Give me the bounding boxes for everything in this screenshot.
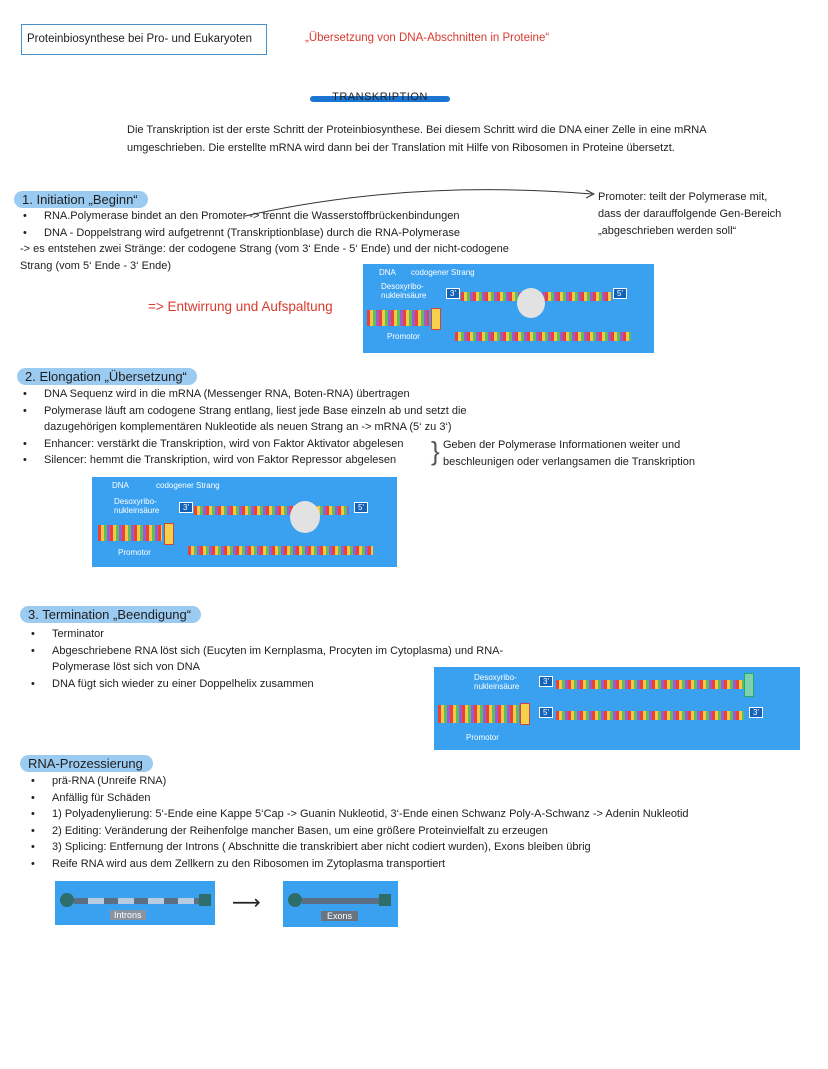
five-prime-tag: 5' xyxy=(354,502,368,513)
five-prime-tag: 5' xyxy=(613,288,627,299)
promoter-marker xyxy=(520,703,530,725)
list-item: Polymerase löst sich von DNA xyxy=(52,661,200,673)
desoxy-label: Desoxyribo- nukleinsäure xyxy=(474,673,520,691)
exons-label: Exons xyxy=(321,911,358,921)
brace-note xyxy=(443,437,695,471)
intro-line: umgeschrieben. Die erstellte mRNA wird dann bei der Translation mit Hilfe von Ribosomen in Proteine übersetzt. xyxy=(127,142,675,154)
tail-square xyxy=(379,894,391,906)
promoter-note xyxy=(598,189,781,240)
list-item: • Polymerase läuft am codogene Strang entlang, liest jede Base einzeln ab und setzt die xyxy=(23,404,467,417)
pre-rna-diagram xyxy=(55,881,215,925)
desoxy-label: Desoxyribo- nukleinsäure xyxy=(114,497,160,515)
intro-paragraph xyxy=(127,121,767,157)
cap-circle xyxy=(60,893,74,907)
list-item: • Reife RNA wird aus dem Zellkern zu den Ribosomen im Zytoplasma transportiert xyxy=(31,857,446,870)
three-prime-tag: 3' xyxy=(749,707,763,718)
list-item: • DNA fügt sich wieder zu einer Doppelhelix zusammen xyxy=(31,677,314,690)
note-line: Promoter: teilt der Polymerase mit, xyxy=(598,191,768,203)
dna-diagram-elongation xyxy=(92,477,397,567)
polymerase-blob xyxy=(517,288,545,318)
five-prime-tag: 5' xyxy=(539,707,553,718)
initiation-list xyxy=(20,208,460,241)
processing-heading: RNA-Prozessierung xyxy=(20,755,153,772)
three-prime-tag: 3' xyxy=(539,676,553,687)
terminator-marker xyxy=(744,673,754,697)
note-line: Geben der Polymerase Informationen weiter und xyxy=(443,439,681,451)
rna-strand xyxy=(74,898,199,904)
arrow-right-icon: ⟶ xyxy=(232,892,261,914)
initiation-heading: 1. Initiation „Beginn“ xyxy=(14,191,148,208)
elongation-heading: 2. Elongation „Übersetzung“ xyxy=(17,368,197,385)
list-item: • Abgeschriebene RNA löst sich (Eucyten im Kernplasma, Procyten im Cytoplasma) und RNA- xyxy=(31,644,504,657)
promotor-label: Promotor xyxy=(387,332,420,341)
intro-line: Die Transkription ist der erste Schritt der Proteinbiosynthese. Bei diesem Schritt wird die DNA einer Zelle in eine mRNA xyxy=(127,124,707,136)
tail-square xyxy=(199,894,211,906)
list-item: • DNA Sequenz wird in die mRNA (Messenger RNA, Boten-RNA) übertragen xyxy=(23,388,410,400)
list-item: • 1) Polyadenylierung: 5‘-Ende eine Kappe 5‘Cap -> Guanin Nukleotid, 3‘-Ende einen Schwanz Poly-A-Schwanz -> Adenin Nukleotid xyxy=(31,808,689,820)
note-line: dass der darauffolgende Gen-Bereich xyxy=(598,208,782,220)
processing-list xyxy=(28,773,689,872)
brace: } xyxy=(431,436,440,466)
promoter-marker xyxy=(164,523,174,545)
desoxy-label: Desoxyribo- nukleinsäure xyxy=(381,282,427,300)
list-item: • RNA.Polymerase bindet an den Promoter -> trennt die Wasserstoffbrückenbindungen xyxy=(23,210,460,222)
list-item: • Silencer: hemmt die Transkription, wird von Faktor Repressor abgelesen xyxy=(23,454,397,466)
dna-label: DNA xyxy=(112,481,129,490)
elongation-list xyxy=(20,386,467,469)
introns-label: Introns xyxy=(110,910,146,920)
text-line: -> es entstehen zwei Stränge: der codogene Strang (vom 3‘ Ende - 5‘ Ende) und der nicht-codogene xyxy=(20,243,509,255)
document-title: Proteinbiosynthese bei Pro- und Eukaryoten xyxy=(21,24,267,55)
list-item: • prä-RNA (Unreife RNA) xyxy=(31,775,167,787)
section-title: TRANSKRIPTION xyxy=(332,91,428,103)
promotor-label: Promotor xyxy=(466,733,499,742)
termination-heading: 3. Termination „Beendigung“ xyxy=(20,606,201,623)
list-item: • DNA - Doppelstrang wird aufgetrennt (Transkriptionblase) durch die RNA-Polymerase xyxy=(23,226,460,239)
dna-diagram-termination xyxy=(434,667,800,750)
promoter-marker xyxy=(431,308,441,330)
text-line: Strang (vom 5‘ Ende - 3‘ Ende) xyxy=(20,259,172,272)
list-item: • 2) Editing: Veränderung der Reihenfolge mancher Basen, um eine größere Proteinvielfalt zu erzeugen xyxy=(31,824,548,837)
document-subtitle: „Übersetzung von DNA-Abschnitten in Proteine“ xyxy=(305,32,550,44)
polymerase-blob xyxy=(290,501,320,533)
initiation-result: => Entwirrung und Aufspaltung xyxy=(148,299,333,314)
list-item: • Enhancer: verstärkt die Transkription, wird von Faktor Aktivator abgelesen xyxy=(23,437,404,450)
note-line: „abgeschrieben werden soll“ xyxy=(598,225,737,237)
dna-label: DNA xyxy=(379,268,396,277)
three-prime-tag: 3' xyxy=(179,502,193,513)
note-line: beschleunigen oder verlangsamen die Transkription xyxy=(443,456,695,468)
promotor-label: Promotor xyxy=(118,548,151,557)
termination-list xyxy=(28,626,503,692)
three-prime-tag: 3' xyxy=(446,288,460,299)
list-item: • 3) Splicing: Entfernung der Introns ( Abschnitte die transkribiert aber nicht codiert wurden), Exons bleiben übrig xyxy=(31,841,591,853)
cap-circle xyxy=(288,893,302,907)
mature-rna-diagram xyxy=(283,881,398,927)
dna-diagram-initiation xyxy=(363,264,654,353)
codogen-label: codogener Strang xyxy=(156,481,220,490)
list-item: • Anfällig für Schäden xyxy=(31,791,151,804)
list-item: • Terminator xyxy=(31,628,104,640)
codogen-label: codogener Strang xyxy=(411,268,475,277)
list-item: dazugehörigen komplementären Nukleotide als neuen Strang an -> mRNA (5‘ zu 3‘) xyxy=(44,421,452,433)
rna-strand xyxy=(302,898,379,904)
